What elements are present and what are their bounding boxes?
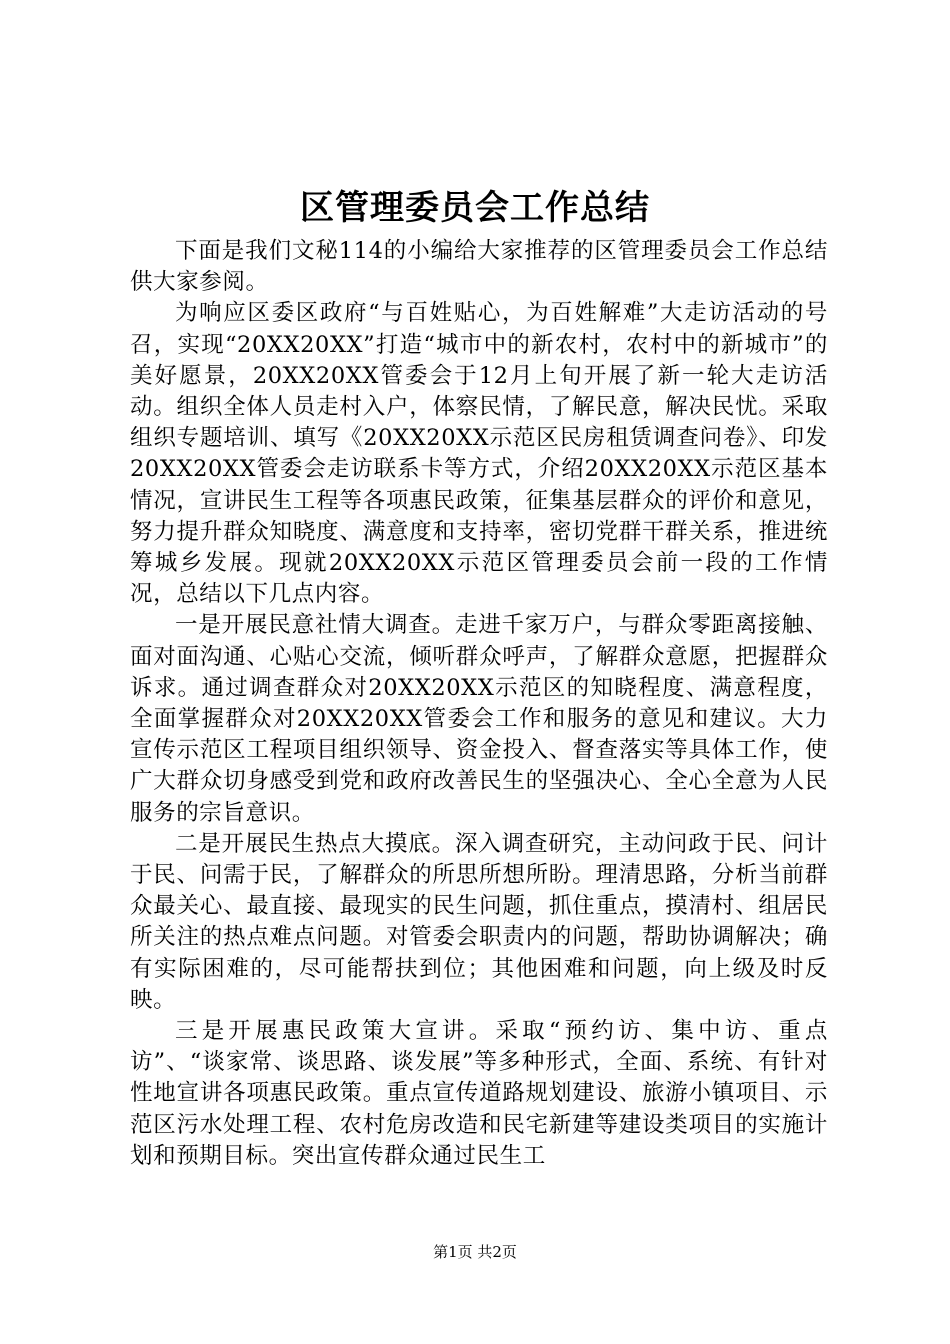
paragraph-intro: 下面是我们文秘114的小编给大家推荐的区管理委员会工作总结供大家参阅。 [130, 238, 828, 296]
paragraph-point-one: 一是开展民意社情大调查。走进千家万户，与群众零距离接触、面对面沟通、心贴心交流，倾听群众呼声，了解群众意愿，把握群众诉求。通过调查群众对20XX20XX示范区的知晓程度、满意程度，全面掌握群众对20XX20XX管委会工作和服务的意见和建议。大力宣传示范区工程项目组织领导、资金投入、督查落实等具体工作，使广大群众切身感受到党和政府改善民生的坚强决心、全心全意为人民服务的宗旨意识。 [130, 612, 828, 826]
page-footer: 第1页 共2页 [433, 1243, 517, 1261]
paragraph-point-two: 二是开展民生热点大摸底。深入调查研究，主动问政于民、问计于民、问需于民，了解群众的所思所想所盼。理清思路，分析当前群众最关心、最直接、最现实的民生问题，抓住重点，摸清村、组居民所关注的热点难点问题。对管委会职责内的问题，帮助协调解决；确有实际困难的，尽可能帮扶到位；其他困难和问题，向上级及时反映。 [130, 830, 828, 1013]
document-title: 区管理委员会工作总结 [300, 188, 650, 228]
paragraph-point-three: 三是开展惠民政策大宣讲。采取“预约访、集中访、重点访”、“谈家常、谈思路、谈发展”等多种形式，全面、系统、有针对性地宣讲各项惠民政策。重点宣传道路规划建设、旅游小镇项目、示范区污水处理工程、农村危房改造和民宅新建等建设类项目的实施计划和预期目标。突出宣传群众通过民生工 [130, 1018, 828, 1169]
document-body [130, 236, 828, 1172]
paragraph-background: 为响应区委区政府“与百姓贴心，为百姓解难”大走访活动的号召，实现“20XX20XX”打造“城市中的新农村，农村中的新城市”的美好愿景，20XX20XX管委会于12月上旬开展了新一轮大走访活动。组织全体人员走村入户，体察民情，了解民意，解决民忧。采取组织专题培训、填写《20XX20XX示范区民房租赁调查问卷》、印发20XX20XX管委会走访联系卡等方式，介绍20XX20XX示范区基本情况，宣讲民生工程等各项惠民政策，征集基层群众的评价和意见，努力提升群众知晓度、满意度和支持率，密切党群干群关系，推进统筹城乡发展。现就20XX20XX示范区管理委员会前一段的工作情况，总结以下几点内容。 [130, 300, 828, 608]
